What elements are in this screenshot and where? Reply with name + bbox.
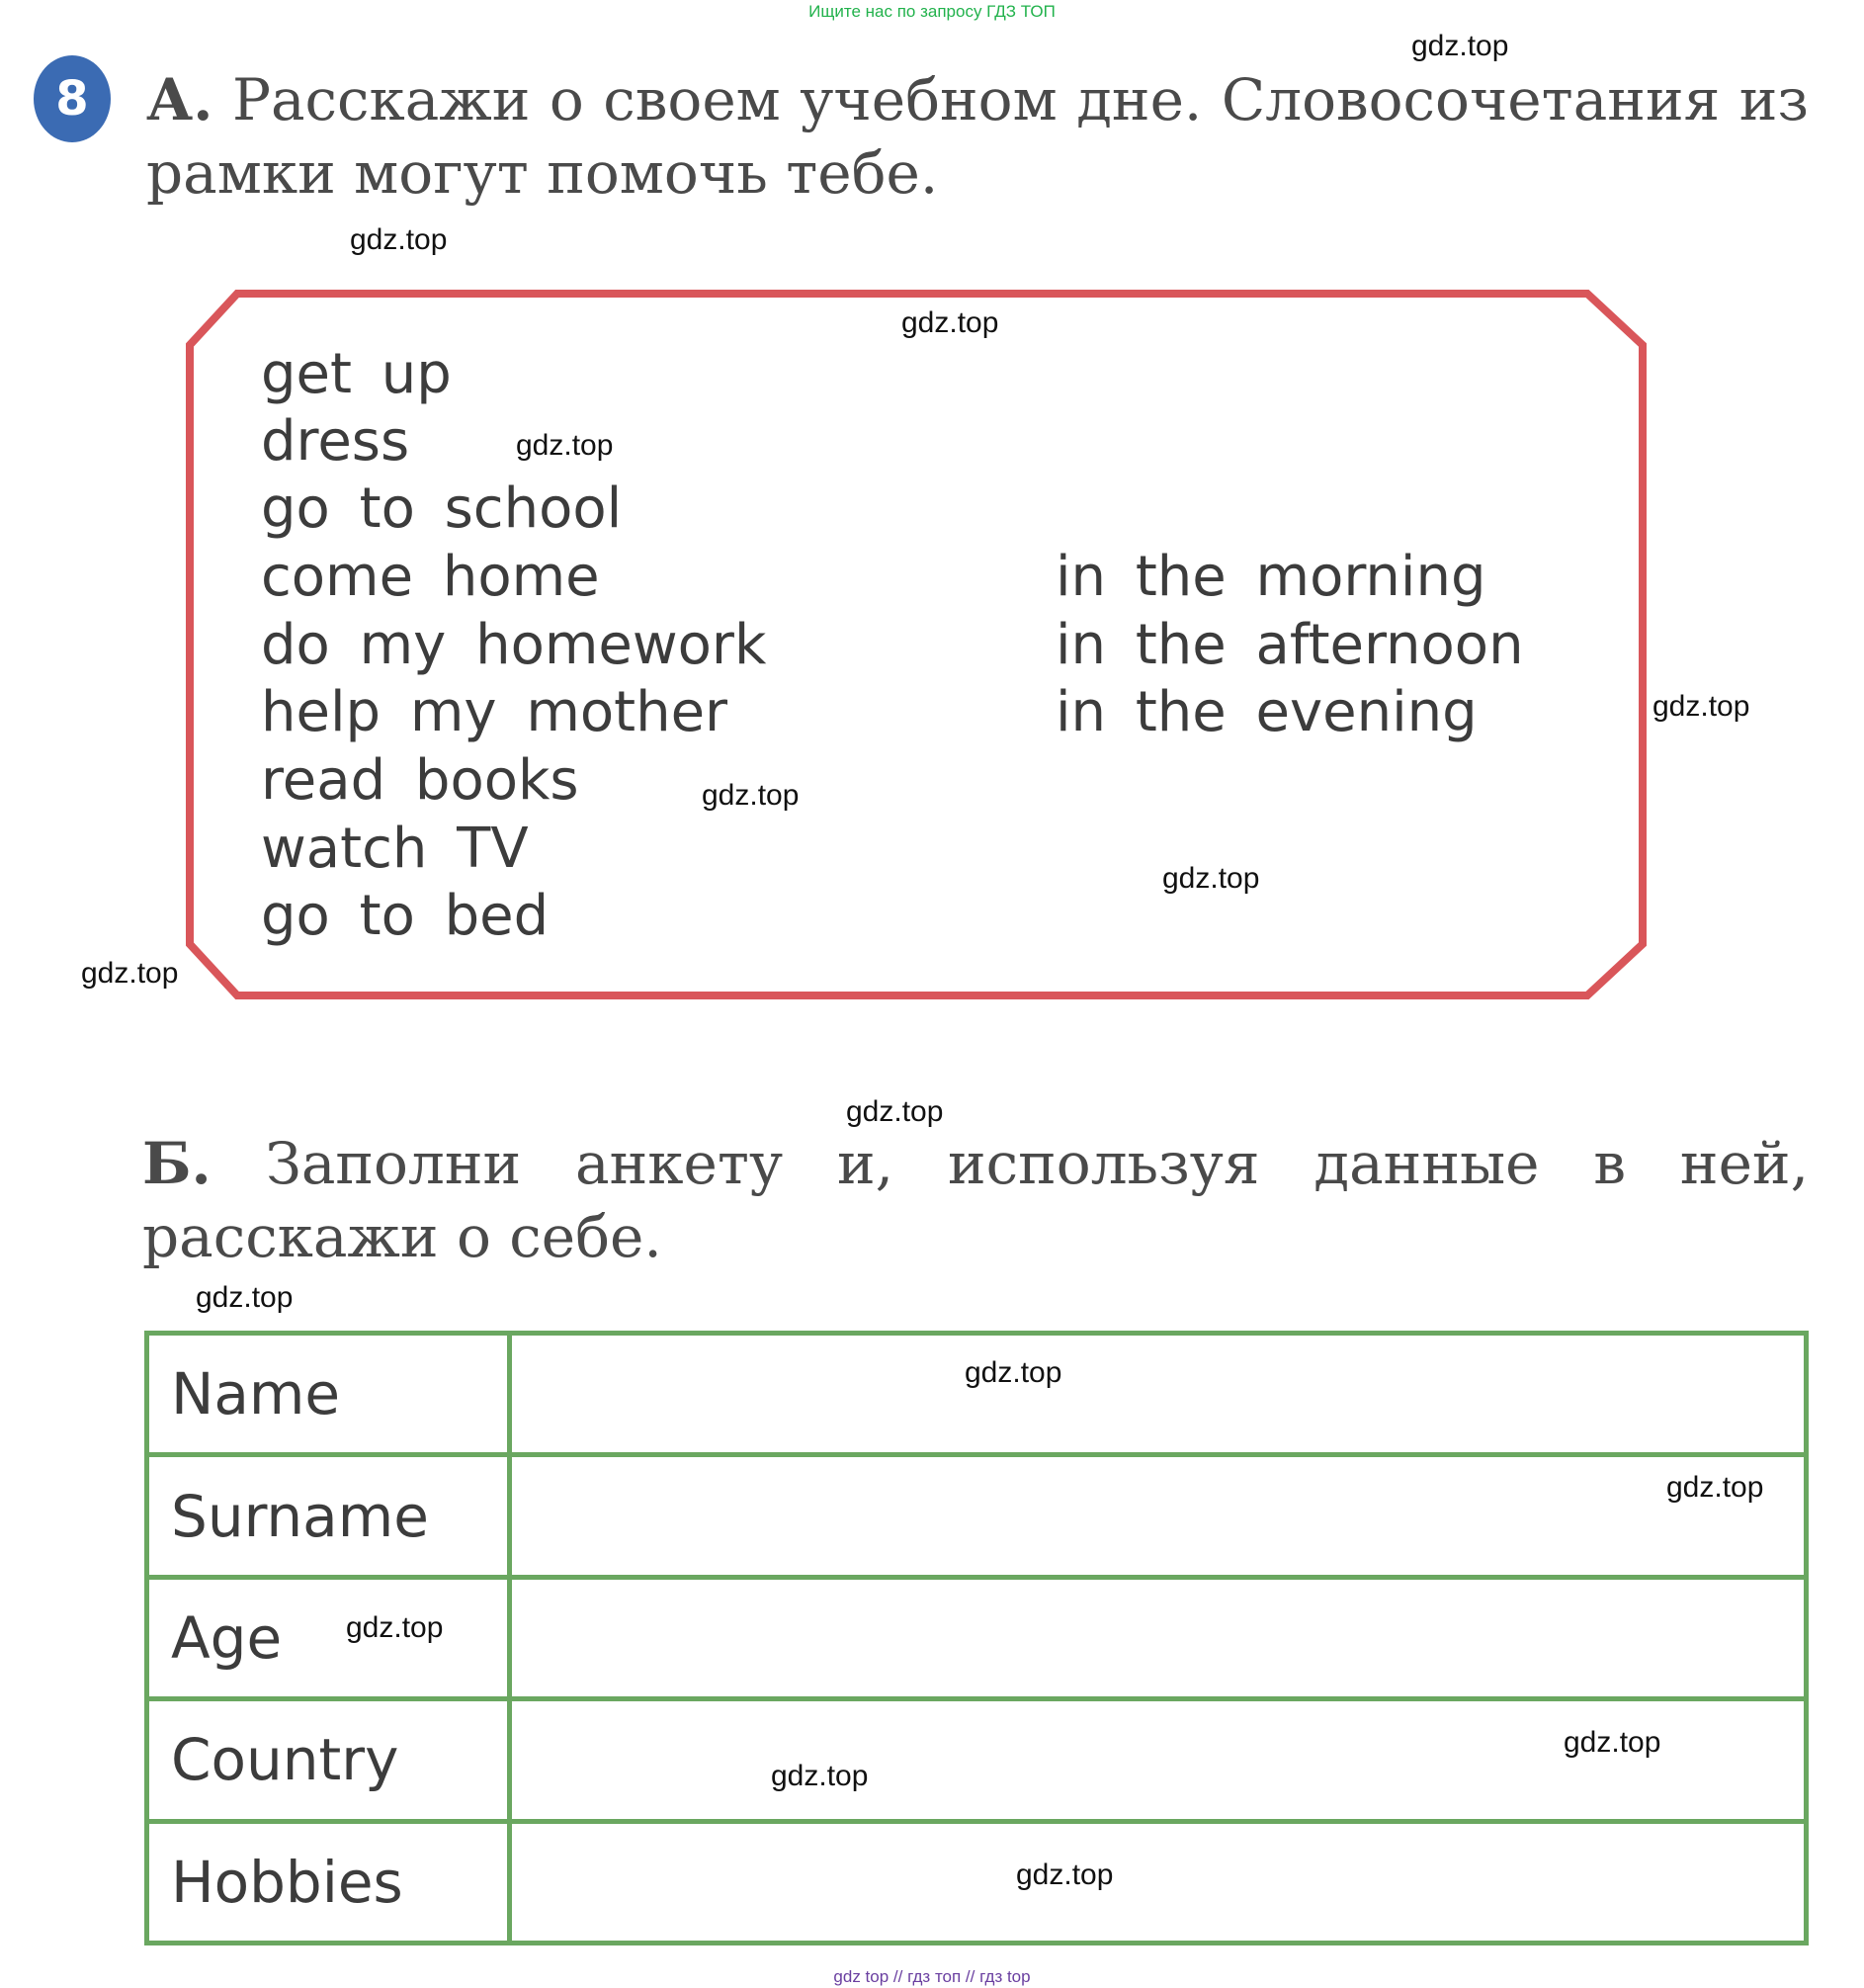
footer-links[interactable]: gdz top // гдз топ // гдз top xyxy=(833,1967,1031,1986)
watermark: gdz.top xyxy=(1016,1858,1114,1891)
task-b-letter: Б. xyxy=(142,1130,212,1197)
phrase-get-up: get up xyxy=(261,342,452,406)
form-field-country[interactable] xyxy=(510,1699,1807,1821)
form-row-surname xyxy=(147,1455,1807,1577)
time-evening: in the evening xyxy=(1056,680,1478,744)
task-b-instruction xyxy=(142,1127,1809,1273)
form-label-hobbies: Hobbies xyxy=(147,1821,510,1943)
watermark: gdz.top xyxy=(516,429,614,462)
watermark: gdz.top xyxy=(350,223,448,256)
phrase-come-home: come home xyxy=(261,545,600,609)
phrase-help-my-mother: help my mother xyxy=(261,680,728,744)
watermark: gdz.top xyxy=(1666,1471,1764,1504)
watermark: gdz.top xyxy=(1564,1726,1661,1759)
form-row-hobbies xyxy=(147,1821,1807,1943)
form-field-surname[interactable] xyxy=(510,1455,1807,1577)
time-afternoon: in the afternoon xyxy=(1056,613,1524,677)
phrase-do-my-homework: do my homework xyxy=(261,613,767,677)
task-a-letter: А. xyxy=(146,66,213,133)
watermark: gdz.top xyxy=(1162,862,1260,895)
watermark: gdz.top xyxy=(196,1281,294,1314)
phrase-go-to-bed: go to bed xyxy=(261,884,550,948)
watermark: gdz.top xyxy=(1652,690,1750,723)
watermark: gdz.top xyxy=(771,1760,869,1792)
top-banner[interactable]: Ищите нас по запросу ГДЗ ТОП xyxy=(808,2,1056,21)
phrase-read-books: read books xyxy=(261,748,579,813)
form-field-age[interactable] xyxy=(510,1577,1807,1698)
exercise-number-badge: 8 xyxy=(34,55,111,142)
watermark: gdz.top xyxy=(702,779,800,812)
phrase-go-to-school: go to school xyxy=(261,476,623,541)
watermark: gdz.top xyxy=(346,1611,444,1644)
watermark: gdz.top xyxy=(81,957,179,990)
form-label-country: Country xyxy=(147,1699,510,1821)
watermark: gdz.top xyxy=(846,1095,944,1128)
form-row-name xyxy=(147,1334,1807,1455)
form-label-age: Age xyxy=(147,1577,510,1698)
time-morning: in the morning xyxy=(1056,545,1486,609)
task-a-instruction xyxy=(146,63,1809,210)
phrase-watch-tv: watch TV xyxy=(261,817,529,881)
form-row-country xyxy=(147,1699,1807,1821)
watermark: gdz.top xyxy=(1411,30,1509,62)
form-field-name[interactable] xyxy=(510,1334,1807,1455)
phrase-dress: dress xyxy=(261,409,410,474)
task-b-text: Заполни анкету и, используя данные в ней, расскажи о себе. xyxy=(142,1130,1810,1270)
form-label-name: Name xyxy=(147,1334,510,1455)
form-label-surname: Surname xyxy=(147,1455,510,1577)
watermark: gdz.top xyxy=(901,306,999,339)
watermark: gdz.top xyxy=(965,1356,1062,1389)
task-a-text: Расскажи о своем учебном дне. Словосочетания из рамки могут помочь тебе. xyxy=(146,66,1809,207)
form-field-hobbies[interactable] xyxy=(510,1821,1807,1943)
